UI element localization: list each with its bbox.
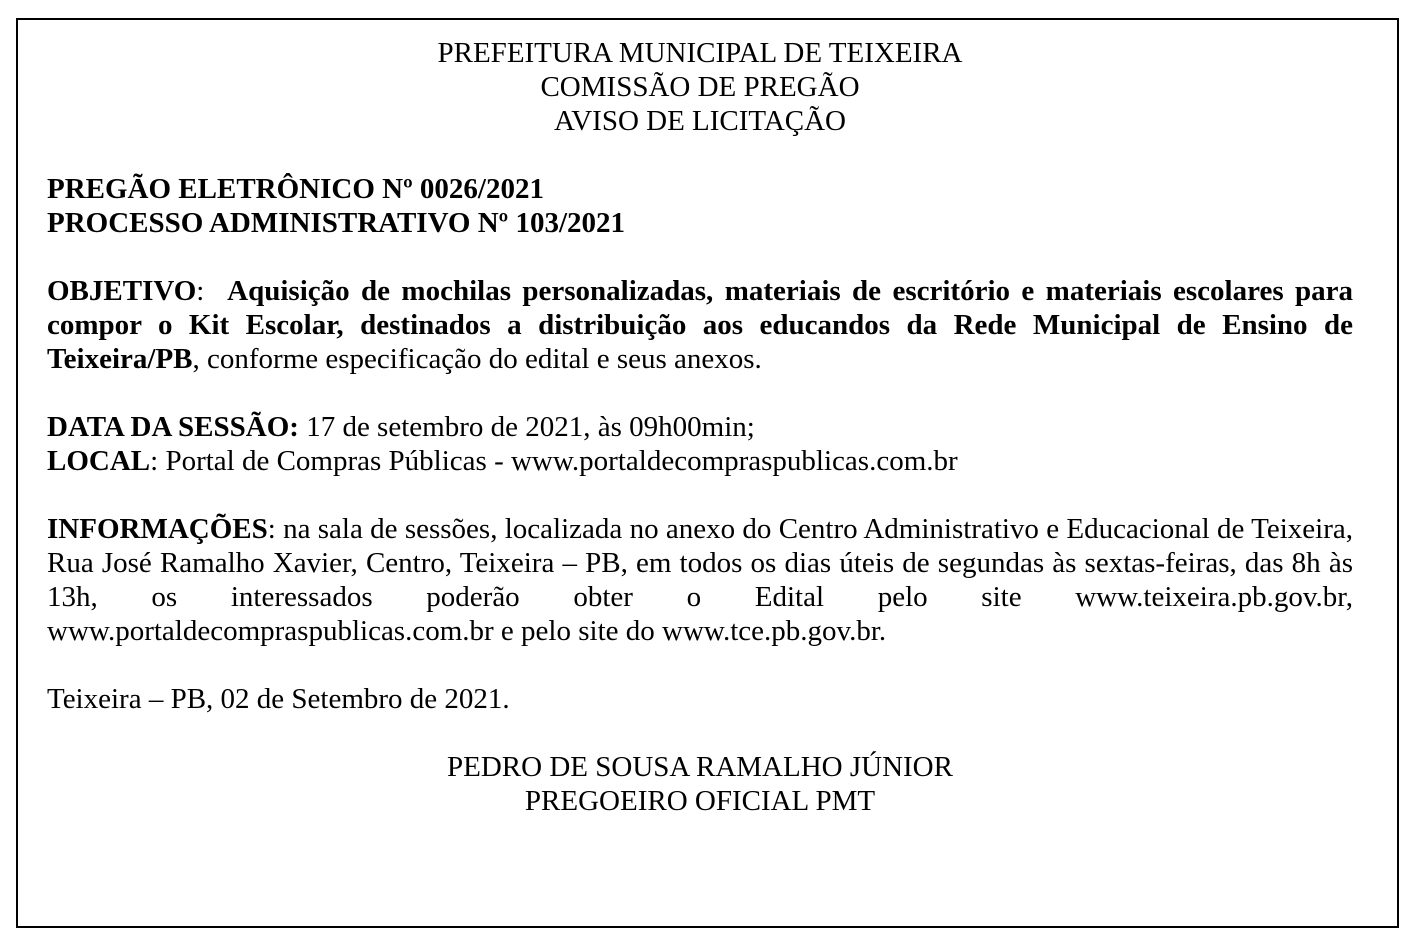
header-block [47, 36, 1353, 138]
notice-content [47, 36, 1353, 818]
municipality-title: PREFEITURA MUNICIPAL DE TEIXEIRA [437, 37, 963, 69]
objetivo-separator: : [196, 275, 228, 307]
processo-number: PROCESSO ADMINISTRATIVO Nº 103/2021 [47, 207, 626, 239]
session-label: DATA DA SESSÃO: [47, 411, 299, 443]
signer-role: PREGOEIRO OFICIAL PMT [524, 785, 876, 817]
objetivo-label: OBJETIVO [47, 275, 197, 307]
signature-block [47, 750, 1353, 818]
objetivo-paragraph [47, 274, 1353, 376]
session-line [47, 410, 1353, 444]
commission-title: COMISSÃO DE PREGÃO [540, 71, 860, 103]
local-line [47, 444, 1353, 478]
notice-title: AVISO DE LICITAÇÃO [554, 105, 846, 137]
informacoes-value: : na sala de sessões, localizada no anexo do Centro Administrativo e Educacional de Teixeira, Rua José Ramalho Xavier, Centro, Teixeira – PB, em todos os dias úteis de segundas às sextas-feiras, das 8h às 13h, os interessados poderão obter o Edital pelo site www.teixeira.pb.gov.br, www.portaldecompraspublicas.com.br e pelo site do www.tce.pb.gov.br. [47, 513, 1353, 647]
local-label: LOCAL [47, 445, 151, 477]
process-block [47, 172, 1353, 240]
informacoes-paragraph [47, 512, 1353, 648]
session-value: 17 de setembro de 2021, às 09h00min; [298, 411, 755, 443]
signer-name: PEDRO DE SOUSA RAMALHO JÚNIOR [447, 751, 953, 783]
objetivo-bold-text: Aquisição de mochilas personalizadas, materiais de escritório e materiais escolares para compor o Kit Escolar, destinados a distribuição aos educandos da Rede Municipal de Ensino de Teixeira/PB [47, 275, 1353, 375]
pregao-number: PREGÃO ELETRÔNICO Nº 0026/2021 [47, 173, 544, 205]
local-value: : Portal de Compras Públicas - www.portaldecompraspublicas.com.br [150, 445, 958, 477]
informacoes-label: INFORMAÇÕES [47, 513, 268, 545]
session-block [47, 410, 1353, 478]
date-place: Teixeira – PB, 02 de Setembro de 2021. [47, 683, 510, 715]
objetivo-rest-text: , conforme especificação do edital e seus anexos. [192, 343, 762, 375]
